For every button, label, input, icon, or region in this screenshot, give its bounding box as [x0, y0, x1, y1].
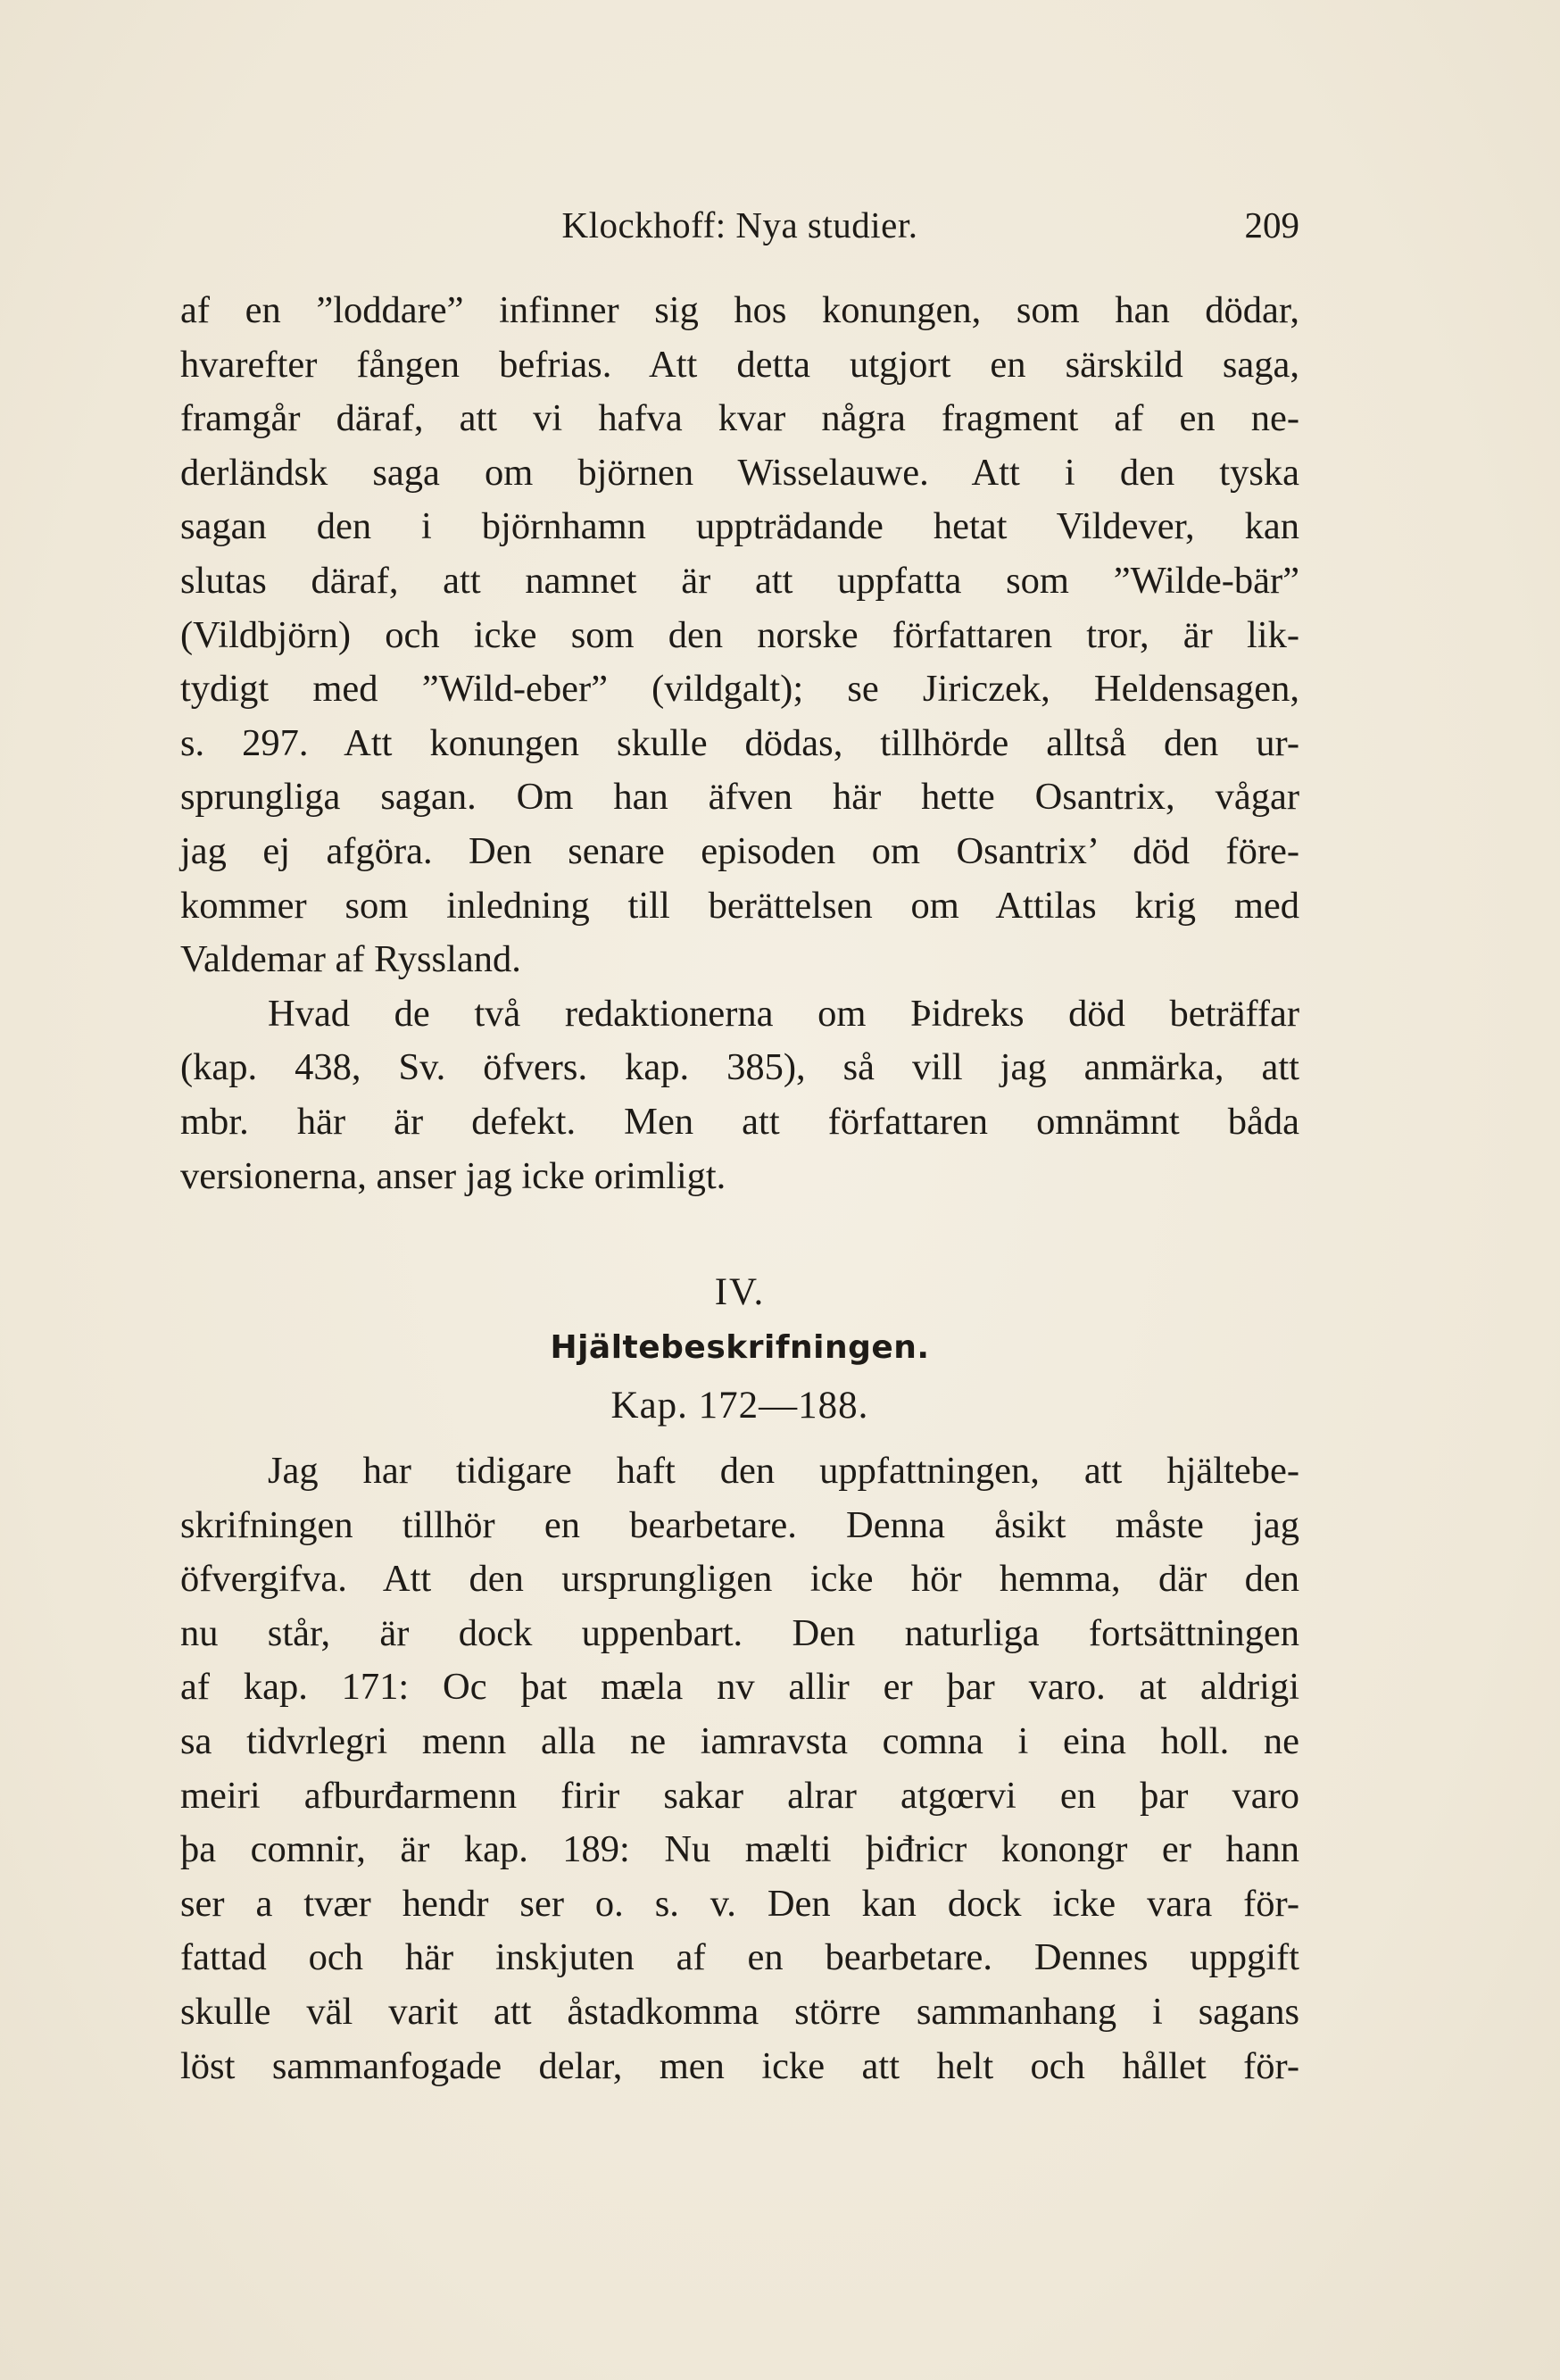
text-line: sagan den i björnhamn uppträdande hetat Vildever, kan [180, 505, 1299, 548]
text-line: hvarefter fången befrias. Att detta utgjort en särskild saga, [180, 343, 1299, 386]
text-line: skrifningen tillhör en bearbetare. Denna åsikt måste jag [180, 1503, 1299, 1546]
text-line: Hvad de två redaktionerna om Þidreks död beträffar [268, 992, 1299, 1035]
body-text-top [180, 284, 1299, 1203]
text-line: sprungliga sagan. Om han äfven här hette Osantrix, vågar [180, 776, 1299, 819]
body-text-bottom [180, 1444, 1299, 2093]
text-line: framgår däraf, att vi hafva kvar några fragment af en ne- [180, 397, 1299, 440]
text-line: jag ej afgöra. Den senare episoden om Osantrix’ död före- [180, 829, 1299, 872]
text-line: af en ”loddare” infinner sig hos konungen, som han dödar, [180, 289, 1299, 331]
text-line: nu står, är dock uppenbart. Den naturliga fortsättningen [180, 1611, 1299, 1654]
section-chapters: Kap. 172—188. [610, 1385, 869, 1427]
text-line: Jag har tidigare haft den uppfattningen, att hjältebe- [268, 1450, 1299, 1492]
page-number: 209 [1244, 204, 1299, 245]
text-line: sa tidvrlegri menn alla ne iamravsta comna i eina holl. ne [180, 1719, 1299, 1762]
text-line: fattad och här inskjuten af en bearbetare. Dennes uppgift [180, 1936, 1299, 1979]
text-line: s. 297. Att konungen skulle dödas, tillhörde alltså den ur- [180, 721, 1299, 764]
text-line: (Vildbjörn) och icke som den norske författaren tror, är lik- [180, 613, 1299, 656]
text-line: tydigt med ”Wild-eber” (vildgalt); se Jiriczek, Heldensagen, [180, 668, 1299, 711]
text-line: löst sammanfogade delar, men icke att helt och hållet för- [180, 2044, 1299, 2087]
text-line: (kap. 438, Sv. öfvers. kap. 385), så vill jag anmärka, att [180, 1046, 1299, 1089]
text-line: ser a tvær hendr ser o. s. v. Den kan dock icke vara för- [180, 1882, 1299, 1925]
running-title: Klockhoff: Nya studier. [561, 204, 918, 245]
text-line: af kap. 171: Oc þat mæla nv allir er þar varo. at aldrigi [180, 1666, 1299, 1709]
text-line: Valdemar af Ryssland. [180, 938, 521, 981]
text-line: þa comnir, är kap. 189: Nu mælti þiđricr konongr er hann [180, 1828, 1299, 1871]
running-head [180, 198, 1299, 252]
text-line: slutas däraf, att namnet är att uppfatta som ”Wilde-bär” [180, 559, 1299, 602]
text-line: derländsk saga om björnen Wisselauwe. Att i den tyska [180, 451, 1299, 494]
text-line: kommer som inledning till berättelsen om Attilas krig med [180, 884, 1299, 927]
text-line: meiri afburđarmenn firir sakar alrar atgœrvi en þar varo [180, 1774, 1299, 1817]
text-line: mbr. här är defekt. Men att författaren omnämnt båda [180, 1100, 1299, 1143]
text-line: versionerna, anser jag icke orimligt. [180, 1154, 726, 1197]
section-title: Hjältebeskrifningen. [550, 1329, 930, 1366]
text-line: skulle väl varit att åstadkomma större sammanhang i sagans [180, 1990, 1299, 2033]
text-line: öfvergifva. Att den ursprungligen icke hör hemma, där den [180, 1558, 1299, 1601]
section-numeral: IV. [714, 1271, 766, 1313]
